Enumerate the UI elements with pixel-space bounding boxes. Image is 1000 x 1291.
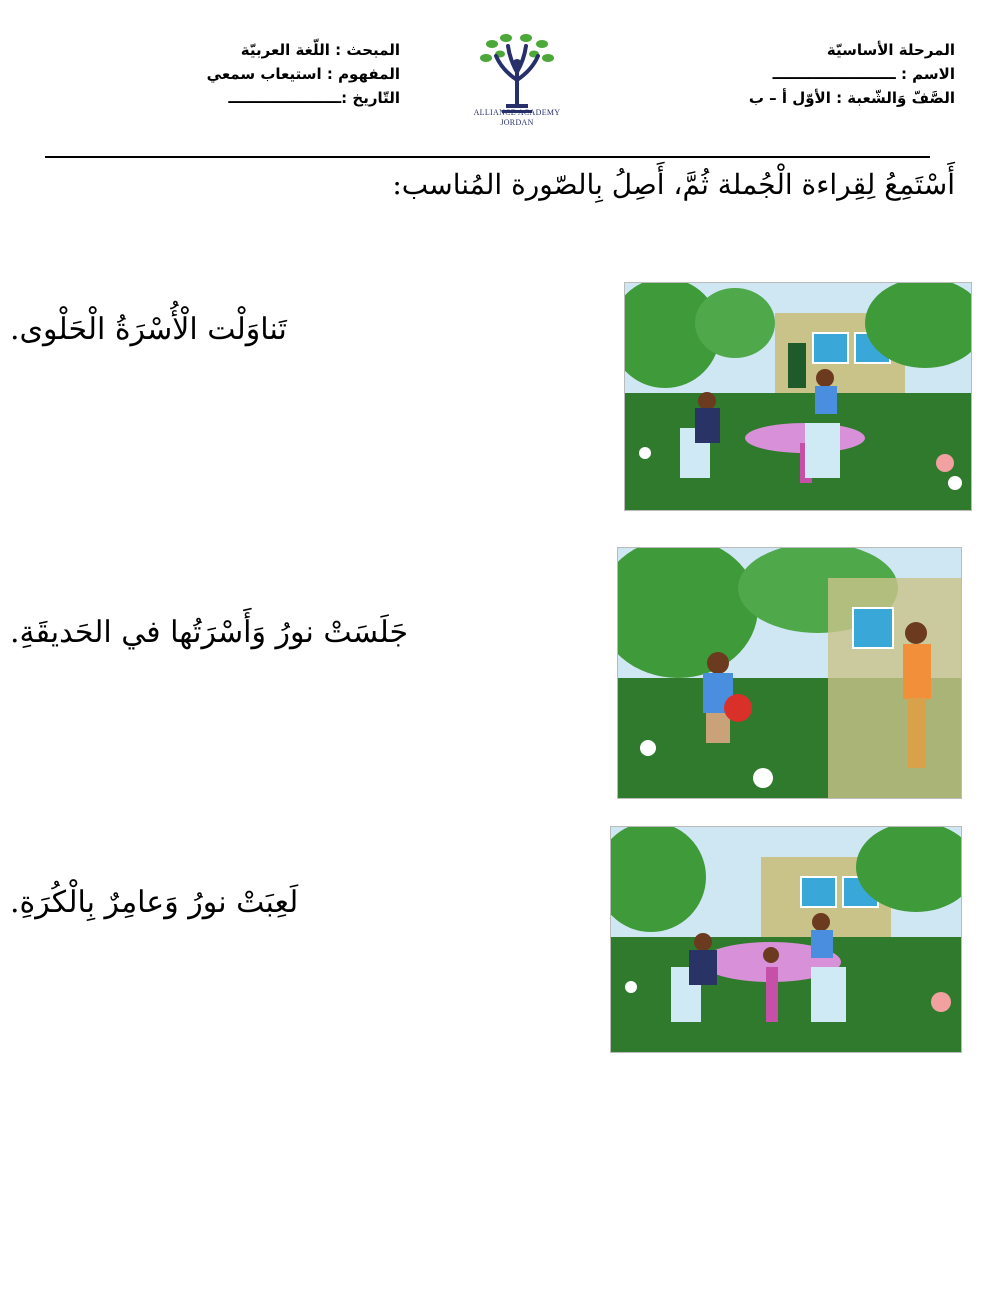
sentence-3[interactable]: لَعِبَتْ نورُ وَعامِرٌ بِالْكُرَةِ. — [10, 885, 299, 920]
logo-line2: JORDAN — [500, 118, 534, 127]
class-label: الصَّفّ وَالشّعبة : الأوّل أ – ب — [748, 89, 955, 107]
concept-label: المفهوم : استيعاب سمعي — [206, 65, 400, 83]
name-field[interactable]: الاسم : ــــــــــــــــــــــــ — [772, 65, 955, 83]
header-school-info — [695, 38, 955, 110]
instruction-text: أَسْتَمِعُ لِقِراءة الْجُملة ثُمَّ، أَصِلُ بِالصّورة المُناسب: — [392, 168, 955, 201]
family-eating-in-garden-image — [625, 283, 971, 510]
picture-2[interactable] — [617, 547, 962, 799]
header-divider — [45, 156, 930, 158]
logo-text — [462, 108, 572, 128]
header-subject-info — [180, 38, 400, 110]
sentence-1[interactable]: تَناوَلْت الْأُسْرَةُ الْحَلْوى. — [10, 312, 287, 347]
subject-label: المبحث : اللّغة العربيّة — [240, 41, 400, 59]
family-sitting-at-table-image — [611, 827, 961, 1052]
boy-playing-ball-image — [618, 548, 961, 798]
date-field[interactable]: التّاريخ :ــــــــــــــــــــــ — [228, 89, 400, 107]
stage-label: المرحلة الأساسيّة — [826, 41, 955, 59]
sentence-2[interactable]: جَلَسَتْ نورُ وَأَسْرَتُها في الحَديقَةِ. — [10, 615, 409, 650]
picture-1[interactable] — [624, 282, 972, 511]
picture-3[interactable] — [610, 826, 962, 1053]
logo-line1: ALLIANCE ACADEMY — [473, 108, 561, 117]
